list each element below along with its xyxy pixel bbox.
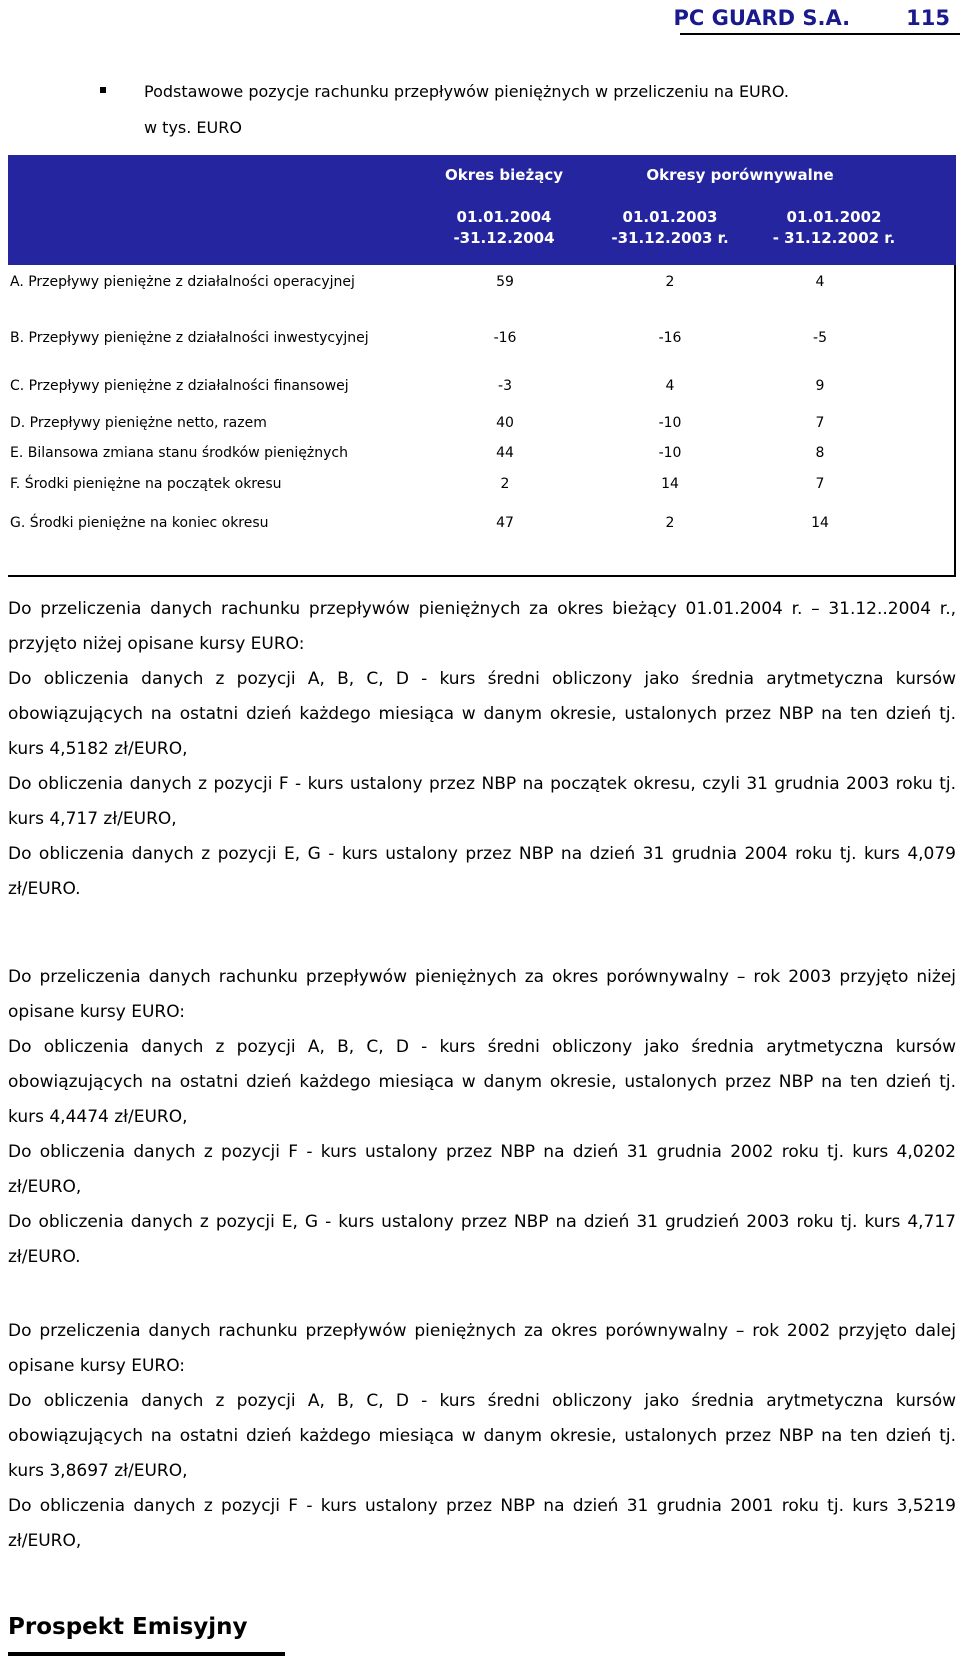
paragraph: Do obliczenia danych z pozycji E, G - kurs ustalony przez NBP na dzień 31 grudnia 2004 roku tj. kurs 4,079 zł/EURO. [8,844,956,899]
header-comparative-periods: Okresy porównywalne [646,166,834,184]
row-value-current: 44 [496,445,514,461]
section-heading: Podstawowe pozycje rachunku przepływów pieniężnych w przeliczeniu na EURO. [144,82,789,101]
table-right-border [954,265,956,577]
row-value-2003: -10 [658,415,682,431]
company-name: PC GUARD S.A. [673,6,851,30]
row-value-current: -3 [498,378,512,394]
paragraph: Do obliczenia danych z pozycji E, G - kurs ustalony przez NBP na dzień 31 grudzień 2003 roku tj. kurs 4,717 zł/EURO. [8,1212,956,1267]
table-bottom-border [8,575,956,577]
row-value-2002: 14 [811,515,829,531]
footer-rule [8,1652,285,1656]
exchange-rate-block-2003 [8,960,956,1275]
period-col-2 [600,207,740,249]
row-value-2003: 4 [665,378,675,394]
period-col-3-start: 01.01.2002 [786,208,882,226]
paragraph: Do obliczenia danych z pozycji F - kurs ustalony przez NBP na początek okresu, czyli 31 grudnia 2003 roku tj. kurs 4,717 zł/EURO, [8,774,956,829]
paragraph: Do obliczenia danych z pozycji A, B, C, D - kurs średni obliczony jako średnia arytmetyczna kursów obowiązujących na ostatni dzień każdego miesiąca w danym okresie, ustalonych przez NBP na ten dzień tj. kurs 4,5182 zł/EURO, [8,669,956,759]
row-label: A. Przepływy pieniężne z działalności operacyjnej [10,274,355,290]
footer-title: Prospekt Emisyjny [8,1614,248,1640]
paragraph: Do obliczenia danych z pozycji A, B, C, D - kurs średni obliczony jako średnia arytmetyczna kursów obowiązujących na ostatni dzień każdego miesiąca w danym okresie, ustalonych przez NBP na ten dzień tj. kurs 4,4474 zł/EURO, [8,1037,956,1127]
bullet-icon [100,87,106,93]
paragraph: Do przeliczenia danych rachunku przepływów pieniężnych za okres bieżący 01.01.2004 r. – 31.12..2004 r., przyjęto niżej opisane kursy EURO: [8,599,956,654]
row-label: E. Bilansowa zmiana stanu środków pieniężnych [10,445,348,461]
table-header [8,155,956,265]
row-value-2002: 7 [815,476,825,492]
period-col-1 [444,207,564,249]
row-label: C. Przepływy pieniężne z działalności finansowej [10,378,349,394]
paragraph: Do przeliczenia danych rachunku przepływów pieniężnych za okres porównywalny – rok 2002 przyjęto dalej opisane kursy EURO: [8,1321,956,1376]
row-value-2002: 4 [815,274,825,290]
period-col-3-end: - 31.12.2002 r. [772,229,896,247]
cash-flow-table [8,155,956,576]
row-label: G. Środki pieniężne na koniec okresu [10,515,269,531]
row-value-2002: 7 [815,415,825,431]
row-value-current: 2 [500,476,510,492]
paragraph: Do obliczenia danych z pozycji F - kurs ustalony przez NBP na dzień 31 grudnia 2002 roku tj. kurs 4,0202 zł/EURO, [8,1142,956,1197]
row-value-2003: 2 [665,274,675,290]
paragraph: Do przeliczenia danych rachunku przepływów pieniężnych za okres porównywalny – rok 2003 przyjęto niżej opisane kursy EURO: [8,967,956,1022]
header-rule [680,33,960,35]
row-value-2002: -5 [813,330,827,346]
row-value-current: -16 [493,330,517,346]
row-value-current: 59 [496,274,514,290]
table-body [8,265,956,576]
unit-label: w tys. EURO [144,118,242,137]
row-value-2003: -16 [658,330,682,346]
period-col-3 [754,207,914,249]
exchange-rate-block-2002 [8,1314,956,1559]
page-header [674,0,951,30]
period-col-2-start: 01.01.2003 [622,208,718,226]
page-number: 115 [906,6,950,30]
row-value-2003: 14 [661,476,679,492]
row-value-2002: 9 [815,378,825,394]
row-label: D. Przepływy pieniężne netto, razem [10,415,267,431]
row-value-2003: 2 [665,515,675,531]
header-current-period: Okres bieżący [444,166,564,184]
row-label: F. Środki pieniężne na początek okresu [10,476,282,492]
period-col-2-end: -31.12.2003 r. [611,229,729,247]
row-value-2003: -10 [658,445,682,461]
period-col-1-end: -31.12.2004 [453,229,555,247]
paragraph: Do obliczenia danych z pozycji A, B, C, D - kurs średni obliczony jako średnia arytmetyczna kursów obowiązujących na ostatni dzień każdego miesiąca w danym okresie, ustalonych przez NBP na ten dzień tj. kurs 3,8697 zł/EURO, [8,1391,956,1481]
period-col-1-start: 01.01.2004 [456,208,552,226]
exchange-rate-block-2004 [8,592,956,907]
row-value-current: 40 [496,415,514,431]
paragraph: Do obliczenia danych z pozycji F - kurs ustalony przez NBP na dzień 31 grudnia 2001 roku tj. kurs 3,5219 zł/EURO, [8,1496,956,1551]
row-value-current: 47 [496,515,514,531]
row-value-2002: 8 [815,445,825,461]
row-label: B. Przepływy pieniężne z działalności inwestycyjnej [10,330,369,346]
